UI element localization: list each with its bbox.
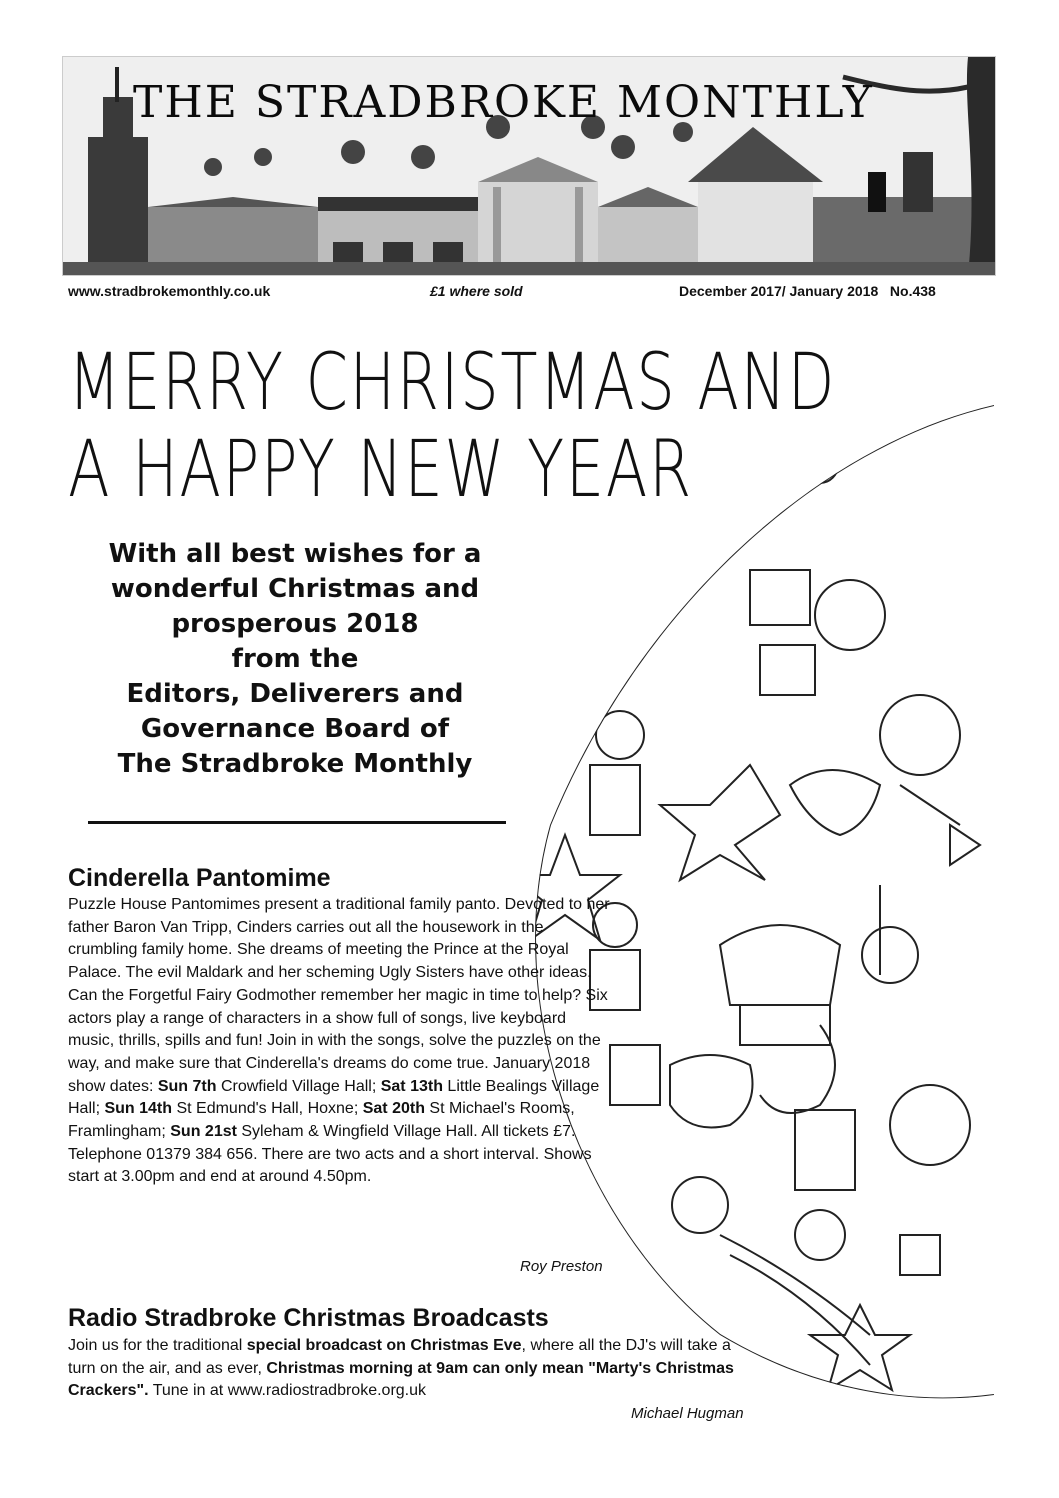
masthead-title: THE STRADBROKE MONTHLY <box>133 77 874 128</box>
greeting-line-2: A HAPPY NEW YEAR <box>68 425 693 515</box>
masthead-illustration <box>62 56 996 276</box>
radio-author: Michael Hugman <box>631 1405 744 1422</box>
website-url: www.stradbrokemonthly.co.uk <box>68 283 271 299</box>
wishes-block <box>60 537 530 782</box>
divider <box>88 821 506 824</box>
panto-article-body: Puzzle House Pantomimes present a traditional family panto. Devoted to her father Baron Van Tripp, Cinders carries out all the housework in the crumbling family home. She dreams of meeting the Prince at the Royal Palace. The evil Maldark and her scheming Ugly Sisters have other ideas. Can the Forgetful Fairy Godmother remember her magic in time to help? Six actors play a range of characters in a show full of songs, live keyboard music, thrills, spills and fun! Join in with the songs, solve the puzzles on the way, and make sure that Cinderella's dreams do come true. January 2018 show dates: Sun 7th Crowfield Village Hall; Sat 13th Little Bealings Village Hall; Sun 14th St Edmund's Hall, Hoxne; Sat 20th St Michael's Rooms, Framlingham; Sun 21st Syleham & Wingfield Village Hall. All tickets £7. Telephone 01379 384 656. There are two acts and a short interval. Shows start at 3.00pm and end at around 4.50pm. <box>68 896 610 1186</box>
greeting-line-1: MERRY CHRISTMAS AND <box>68 338 837 428</box>
radio-heading: Radio Stradbroke Christmas Broadcasts <box>68 1304 549 1332</box>
issue-date: December 2017/ January 2018 No.438 <box>679 283 936 299</box>
wishes-line: Governance Board of <box>140 714 450 744</box>
wishes-line: from the <box>231 644 359 674</box>
panto-author: Roy Preston <box>520 1258 603 1275</box>
wishes-line: The Stradbroke Monthly <box>117 749 473 779</box>
panto-heading: Cinderella Pantomime <box>68 864 331 892</box>
wishes-line: Editors, Deliverers and <box>126 679 464 709</box>
wishes-line: prosperous 2018 <box>171 609 419 639</box>
wishes-line: With all best wishes for a <box>108 539 482 569</box>
price-label: £1 where sold <box>430 283 523 299</box>
radio-article-body: Join us for the traditional special broadcast on Christmas Eve, where all the DJ's will take a turn on the air, and as ever, Christmas morning at 9am can only mean "Marty's Christmas Crackers". Tune in at www.radiostradbroke.org.uk <box>68 1337 734 1400</box>
wishes-line: wonderful Christmas and <box>110 574 480 604</box>
